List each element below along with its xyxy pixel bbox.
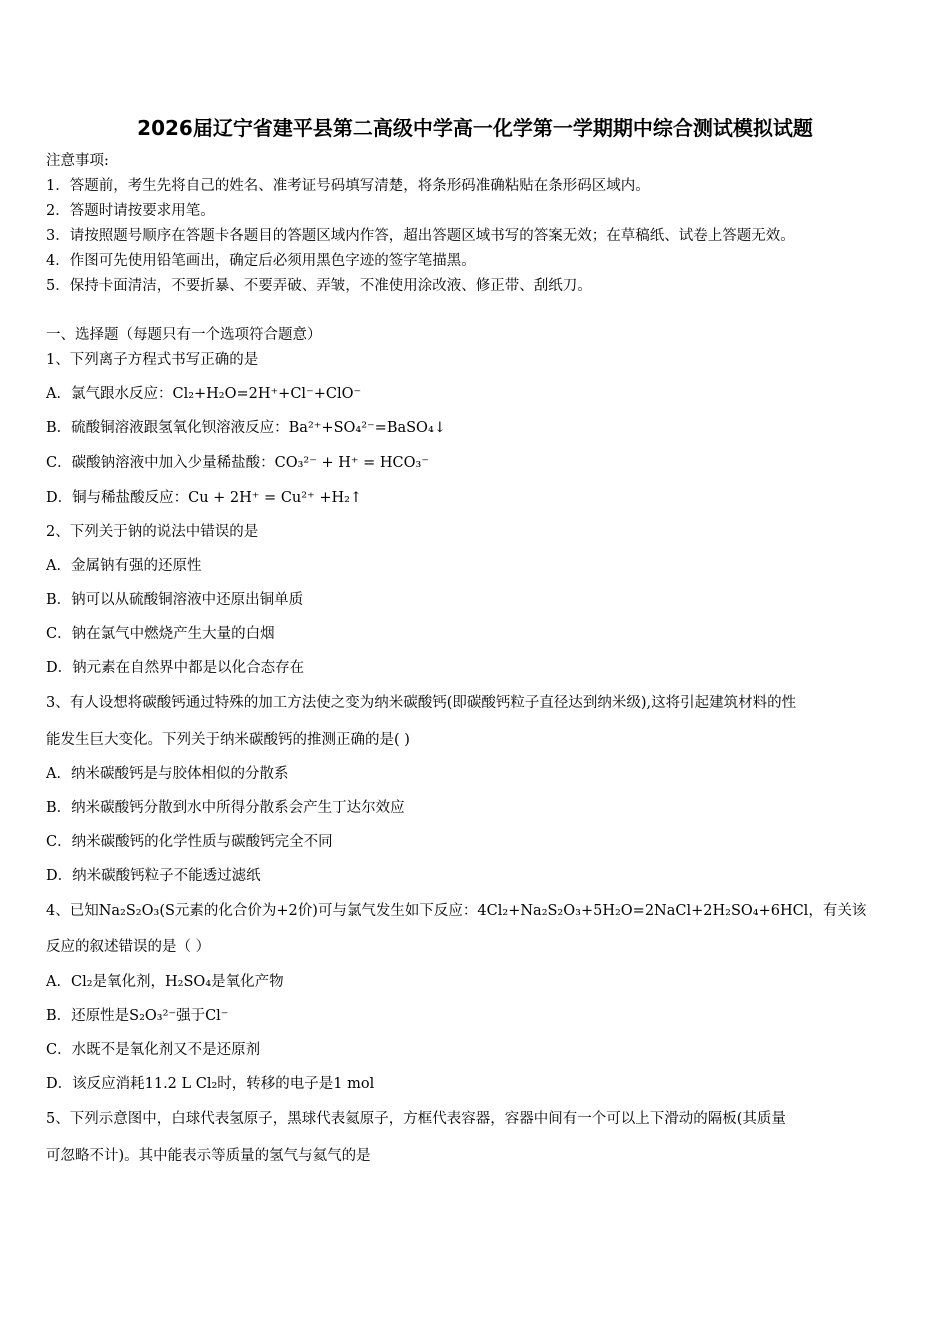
q4-option-b: B．还原性是S₂O₃²⁻强于Cl⁻ — [46, 1008, 229, 1024]
q3-option-c: C．纳米碳酸钙的化学性质与碳酸钙完全不同 — [46, 834, 333, 850]
notice-item-1: 1．答题前，考生先将自己的姓名、准考证号码填写清楚，将条形码准确粘贴在条形码区域内。 — [46, 178, 650, 194]
q4-option-c: C．水既不是氧化剂又不是还原剂 — [46, 1042, 261, 1058]
q2-stem: 2、下列关于钠的说法中错误的是 — [46, 524, 259, 540]
q2-option-c: C．钠在氯气中燃烧产生大量的白烟 — [46, 626, 275, 642]
notice-item-4: 4．作图可先使用铅笔画出，确定后必须用黑色字迹的签字笔描黑。 — [46, 253, 476, 269]
q3-option-b: B．纳米碳酸钙分散到水中所得分散系会产生丁达尔效应 — [46, 800, 405, 816]
q4-option-a: A．Cl₂是氧化剂，H₂SO₄是氧化产物 — [46, 974, 284, 990]
section-heading: 一、选择题（每题只有一个选项符合题意） — [46, 327, 322, 343]
q1-stem: 1、下列离子方程式书写正确的是 — [46, 352, 259, 368]
q3-option-d: D．纳米碳酸钙粒子不能透过滤纸 — [46, 868, 261, 884]
q1-option-a: A．氯气跟水反应：Cl₂+H₂O=2H⁺+Cl⁻+ClO⁻ — [46, 386, 362, 402]
q2-option-d: D．钠元素在自然界中都是以化合态存在 — [46, 660, 305, 676]
q5-stem-line1: 5、下列示意图中，白球代表氢原子，黑球代表氦原子，方框代表容器，容器中间有一个可以上下滑动的隔板(其质量 — [46, 1111, 786, 1127]
q3-stem-line1: 3、有人设想将碳酸钙通过特殊的加工方法使之变为纳米碳酸钙(即碳酸钙粒子直径达到纳米级),这将引起建筑材料的性 — [46, 695, 797, 711]
page-title: 2026届辽宁省建平县第二高级中学高一化学第一学期期中综合测试模拟试题 — [137, 116, 813, 140]
q4-stem-line1: 4、已知Na₂S₂O₃(S元素的化合价为+2价)可与氯气发生如下反应：4Cl₂+Na₂S₂O₃+5H₂O=2NaCl+2H₂SO₄+6HCl，有关该 — [46, 903, 867, 919]
q5-stem-line2: 可忽略不计)。其中能表示等质量的氢气与氦气的是 — [46, 1148, 371, 1164]
q2-option-b: B．钠可以从硫酸铜溶液中还原出铜单质 — [46, 592, 304, 608]
notice-heading: 注意事项: — [46, 153, 109, 169]
notice-item-2: 2．答题时请按要求用笔。 — [46, 203, 215, 219]
q4-option-d: D．该反应消耗11.2 L Cl₂时，转移的电子是1 mol — [46, 1076, 375, 1092]
notice-item-5: 5．保持卡面清洁，不要折暴、不要弄破、弄皱，不准使用涂改液、修正带、刮纸刀。 — [46, 278, 592, 294]
q1-option-b: B．硫酸铜溶液跟氢氧化钡溶液反应：Ba²⁺+SO₄²⁻=BaSO₄↓ — [46, 420, 446, 436]
q4-stem-line2: 反应的叙述错误的是（ ） — [46, 939, 211, 955]
q3-stem-line2: 能发生巨大变化。下列关于纳米碳酸钙的推测正确的是( ) — [46, 732, 410, 748]
notice-item-3: 3．请按照题号顺序在答题卡各题目的答题区域内作答，超出答题区域书写的答案无效；在草稿纸、试卷上答题无效。 — [46, 228, 795, 244]
q3-option-a: A．纳米碳酸钙是与胶体相似的分散系 — [46, 766, 289, 782]
q1-option-c: C．碳酸钠溶液中加入少量稀盐酸：CO₃²⁻ + H⁺ = HCO₃⁻ — [46, 455, 429, 471]
q1-option-d: D．铜与稀盐酸反应：Cu + 2H⁺ = Cu²⁺ +H₂↑ — [46, 490, 363, 506]
q2-option-a: A．金属钠有强的还原性 — [46, 558, 202, 574]
